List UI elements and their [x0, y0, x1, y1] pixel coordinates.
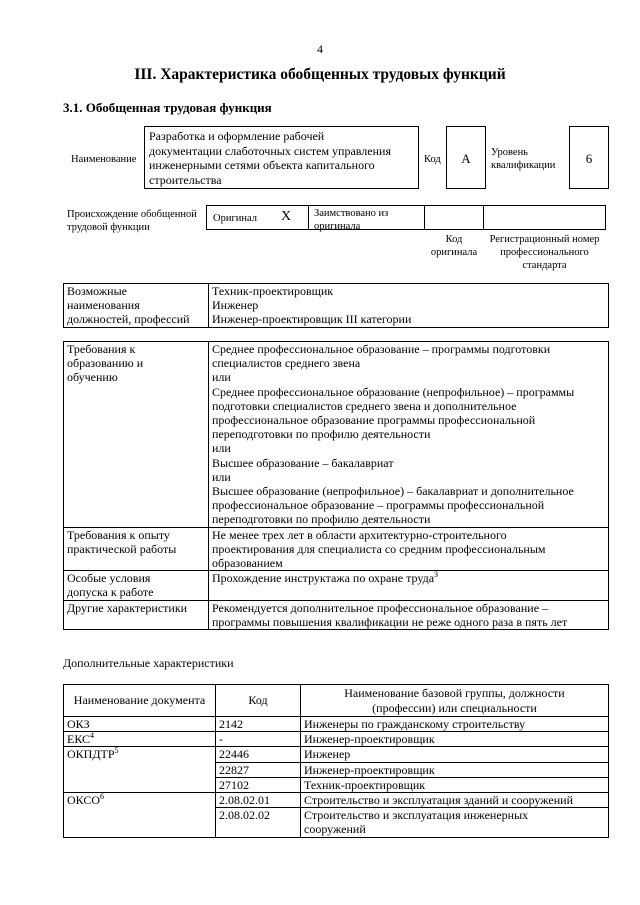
requirement-label — [64, 571, 209, 600]
positions-table — [63, 283, 609, 328]
name-cell — [301, 717, 609, 732]
name-line: Инженеры по гражданскому строительству — [304, 717, 526, 731]
name-cell — [301, 732, 609, 747]
requirement-row — [64, 342, 609, 528]
requirement-value — [209, 342, 609, 528]
requirement-row — [64, 600, 609, 629]
requirement-line-text: Высшее образование (непрофильное) – бакалавриат и дополнительное — [212, 484, 574, 499]
doc-name: ОКСО — [67, 793, 101, 808]
doc-name: ОКЗ — [67, 717, 90, 731]
positions-label-line: Возможные — [67, 284, 127, 298]
header-name — [301, 685, 609, 717]
original-mark: X — [281, 209, 292, 224]
requirement-label-line: Требования к — [67, 342, 136, 356]
requirement-line-text: подготовки специалистов среднего звена и дополнительное — [212, 398, 517, 413]
requirement-line-text: программы повышения квалификации не реже одного раза в пять лет — [212, 614, 568, 629]
borrowed-label-line: оригинала — [314, 221, 361, 232]
reg-caption-line: Регистрационный номер — [489, 234, 600, 245]
additional-title: Дополнительные характеристики — [63, 656, 234, 670]
header-doc: Наименование документа — [64, 685, 216, 717]
code-cell: 22446 — [216, 747, 301, 762]
requirement-line — [212, 571, 605, 585]
borrowed-label-line: Заимствовано из — [314, 208, 389, 219]
requirement-line-text: образованием — [212, 556, 283, 571]
name-line: инженерными сетями объекта капитального — [149, 158, 375, 172]
requirement-line — [212, 601, 605, 615]
requirement-line — [212, 342, 605, 356]
additional-table — [63, 684, 609, 838]
requirement-line-text: профессиональное образование программы профессиональной — [212, 413, 536, 428]
requirement-label-line: обучению — [67, 370, 118, 385]
requirement-label-line: образованию и — [67, 356, 144, 371]
original-label: Оригинал — [213, 213, 257, 224]
requirement-line — [212, 413, 605, 427]
doc-name: ЕКС — [67, 732, 91, 747]
reg-caption-line: профессионального — [500, 247, 589, 258]
name-line: Строительство и эксплуатация инженерных — [304, 808, 529, 823]
original-box — [206, 205, 309, 230]
page-number: 4 — [317, 42, 323, 56]
level-label-line: квалификации — [491, 160, 556, 171]
name-label: Наименование — [71, 154, 137, 165]
footnote-marker: 3 — [434, 570, 439, 580]
name-cell — [301, 747, 609, 762]
requirement-line — [212, 441, 605, 455]
requirement-line — [212, 456, 605, 470]
name-line: сооружений — [304, 822, 366, 837]
requirement-line — [212, 370, 605, 384]
code-cell: 22827 — [216, 762, 301, 777]
requirement-line — [212, 528, 605, 542]
positions-label-line: должностей, профессий — [67, 312, 190, 327]
name-line: строительства — [149, 172, 222, 187]
additional-row — [64, 777, 609, 792]
requirement-label — [64, 527, 209, 571]
requirement-line — [212, 542, 605, 556]
code-caption-line: оригинала — [430, 247, 478, 258]
requirement-line — [212, 512, 605, 526]
origin-label — [67, 208, 197, 234]
doc-cell — [64, 747, 216, 762]
additional-row — [64, 717, 609, 732]
requirement-line-text: или — [212, 441, 231, 456]
borrowed-box — [308, 205, 425, 230]
positions-label-line: наименования — [67, 298, 140, 313]
code-cell: 2.08.02.01 — [216, 793, 301, 808]
name-line: Инженер-проектировщик — [304, 732, 435, 747]
name-cell — [301, 777, 609, 792]
reg-caption — [483, 233, 606, 272]
requirement-line — [212, 385, 605, 399]
additional-row — [64, 762, 609, 777]
doc-cell — [64, 762, 216, 777]
requirement-line-text: Прохождение инструктажа по охране труда — [212, 571, 435, 586]
requirement-row — [64, 527, 609, 571]
level-value-box: 6 — [569, 126, 609, 189]
code-cell: - — [216, 732, 301, 747]
additional-row — [64, 793, 609, 808]
reg-caption-line: стандарта — [522, 260, 567, 271]
requirement-line — [212, 427, 605, 441]
requirement-line — [212, 484, 605, 498]
footnote-marker: 5 — [114, 746, 119, 756]
requirement-value — [209, 600, 609, 629]
name-cell — [301, 762, 609, 777]
requirement-line — [212, 470, 605, 484]
doc-cell — [64, 777, 216, 792]
requirement-line — [212, 498, 605, 512]
name-line: Инженер — [304, 747, 351, 762]
code-label: Код — [424, 154, 441, 165]
requirement-line — [212, 356, 605, 370]
requirement-line-text: или — [212, 469, 231, 484]
name-line: Разработка и оформление рабочей — [149, 129, 325, 143]
header-code: Код — [216, 685, 301, 717]
doc-name: ОКПДТР — [67, 747, 115, 762]
requirement-line — [212, 556, 605, 570]
requirement-line-text: или — [212, 370, 231, 385]
positions-values — [209, 284, 609, 328]
footnote-marker: 4 — [90, 731, 95, 741]
code-value-box: A — [446, 126, 486, 189]
additional-row — [64, 732, 609, 747]
origin-label-line: трудовой функции — [67, 222, 150, 233]
requirement-line-text: переподготовки по профилю деятельности — [212, 427, 431, 442]
code-cell: 2.08.02.02 — [216, 808, 301, 837]
requirement-line-text: Рекомендуется дополнительное профессиональное образование – — [212, 600, 549, 615]
footnote-marker: 6 — [100, 792, 105, 802]
requirement-line-text: профессиональное образование – программы профессиональной — [212, 498, 545, 513]
doc-cell — [64, 732, 216, 747]
requirement-label-line: Особые условия — [67, 571, 151, 586]
level-label — [491, 146, 555, 172]
reg-number-box — [483, 205, 606, 230]
requirement-row — [64, 571, 609, 600]
requirement-line-text: Не менее трех лет в области архитектурно-строительного — [212, 527, 507, 542]
code-caption-line: Код — [445, 234, 463, 245]
name-cell — [301, 793, 609, 808]
doc-cell — [64, 793, 216, 808]
header-name-line: Наименование базовой группы, должности — [344, 686, 565, 701]
position-item: Техник-проектировщик — [212, 284, 334, 298]
requirement-label-line: допуска к работе — [67, 585, 154, 600]
name-line: Инженер-проектировщик — [304, 762, 435, 777]
origin-code-box — [424, 205, 484, 230]
requirement-line-text: Среднее профессиональное образование (непрофильное) – программы — [212, 384, 575, 399]
requirement-line-text: специалистов среднего звена — [212, 356, 361, 371]
positions-label — [64, 284, 209, 328]
requirements-table — [63, 341, 609, 630]
code-caption — [424, 233, 484, 259]
requirement-value — [209, 527, 609, 571]
doc-cell — [64, 717, 216, 732]
requirement-line — [212, 399, 605, 413]
name-value-box — [144, 126, 419, 189]
requirement-label — [64, 342, 209, 528]
requirement-line-text: проектирования для специалиста со средним профессиональным — [212, 541, 546, 556]
header-name-line: (профессии) или специальности — [372, 700, 537, 715]
position-item: Инженер — [212, 298, 259, 313]
requirement-label-line: Другие характеристики — [67, 600, 188, 615]
name-line: Строительство и эксплуатация зданий и сооружений — [304, 793, 573, 808]
position-item: Инженер-проектировщик III категории — [212, 312, 412, 327]
requirement-label-line: практической работы — [67, 541, 177, 556]
additional-row — [64, 747, 609, 762]
level-label-line: Уровень — [491, 147, 528, 158]
section-title: III. Характеристика обобщенных трудовых функций — [134, 66, 506, 83]
requirement-line-text: Высшее образование – бакалавриат — [212, 455, 394, 470]
additional-row — [64, 808, 609, 837]
doc-cell — [64, 808, 216, 837]
origin-label-line: Происхождение обобщенной — [67, 209, 197, 220]
requirement-line-text: Среднее профессиональное образование – программы подготовки — [212, 342, 551, 356]
requirement-line-text: переподготовки по профилю деятельности — [212, 512, 431, 527]
requirement-label — [64, 600, 209, 629]
requirement-label-line: Требования к опыту — [67, 527, 170, 542]
requirement-value — [209, 571, 609, 600]
requirement-line — [212, 615, 605, 629]
code-cell: 2142 — [216, 717, 301, 732]
subsection-title: 3.1. Обобщенная трудовая функция — [63, 100, 272, 115]
name-cell — [301, 808, 609, 837]
name-line: Техник-проектировщик — [304, 777, 426, 792]
code-cell: 27102 — [216, 777, 301, 792]
name-line: документации слаботочных систем управления — [149, 143, 391, 158]
